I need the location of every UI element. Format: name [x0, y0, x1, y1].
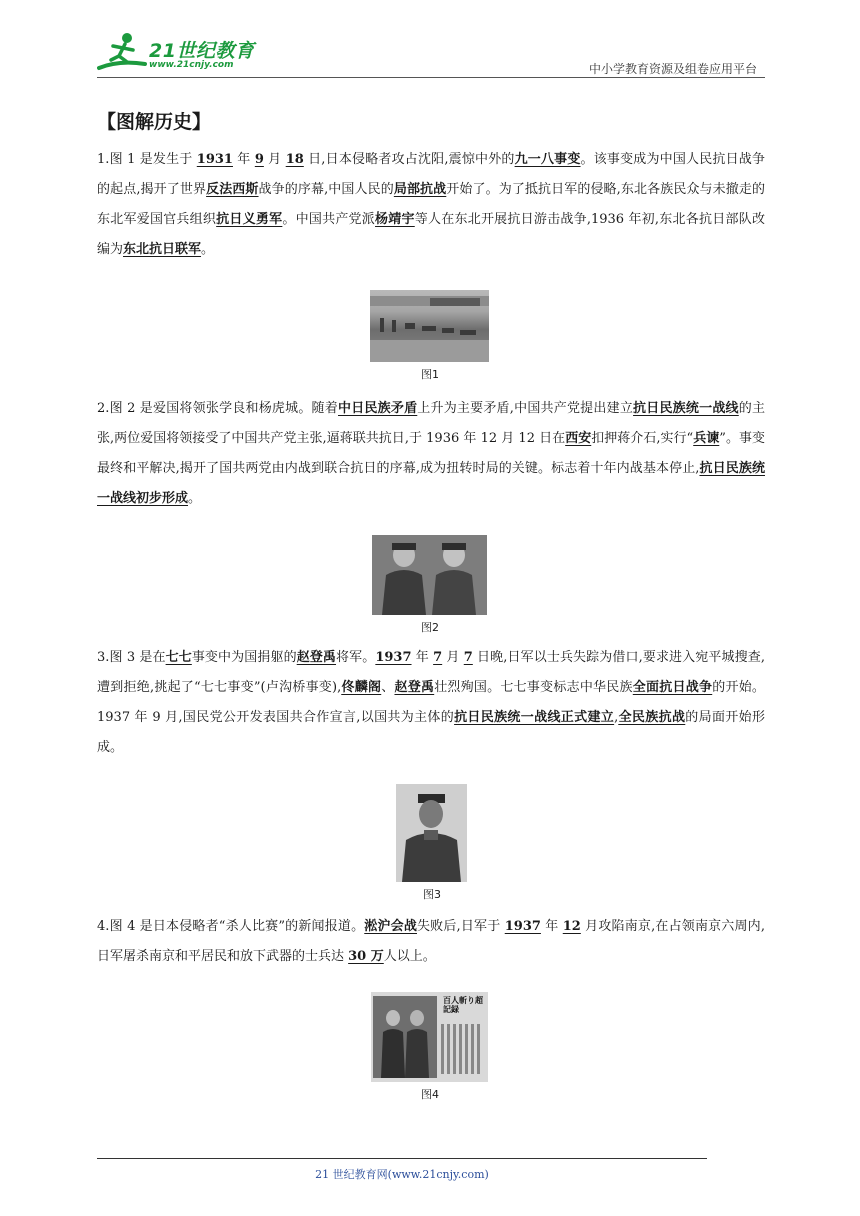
- header-platform-name: 中小学教育资源及组卷应用平台: [588, 62, 757, 76]
- figure-4: [371, 992, 489, 1102]
- page-header: [97, 30, 765, 78]
- figure-1-caption: 图1: [421, 368, 439, 381]
- runner-logo-icon: [97, 30, 149, 76]
- paragraph-2: 2.图 2 是爱国将领张学良和杨虎城。随着中日民族矛盾上升为主要矛盾,中国共产党提出建立抗日民族统一战线的主张,两位爱国将领接受了中国共产党主张,逼蒋联共抗日,于 1936 年 12 月 12 日在西安扣押蒋介石,实行“兵谏”。事变最终和平解决,揭开了国共两党由内战到联合抗日的序幕,成为扭转时局的关键。标志着十年内战基本停止,抗日民族统一战线初步形成。: [97, 401, 765, 506]
- paragraph-3: 3.图 3 是在七七事变中为国捐躯的赵登禹将军。1937 年 7 月 7 日晚,日军以士兵失踪为借口,要求进入宛平城搜查,遭到拒绝,挑起了“七七事变”(卢沟桥事变),佟麟阁、赵登禹壮烈殉国。七七事变标志中华民族全面抗日战争的开始。1937 年 9 月,国民党公开发表国共合作宣言,以国共为主体的抗日民族统一战线正式建立,全民族抗战的局面开始形成。: [97, 650, 765, 755]
- figure-1: [370, 290, 490, 382]
- figure-2-caption: 图2: [421, 621, 439, 634]
- figure-4-caption: 图4: [421, 1088, 439, 1101]
- figure-1-photo: [370, 290, 489, 362]
- logo-text: 21世纪教育: [149, 40, 255, 62]
- figure-2-photo: [372, 535, 487, 615]
- paragraph-4: 4.图 4 是日本侵略者“杀人比赛”的新闻报道。淞沪会战失败后,日军于 1937 年 12 月攻陷南京,在占领南京六周内,日军屠杀南京和平居民和放下武器的士兵达 30 万人以上。: [97, 919, 765, 964]
- figure-4-newspaper-photo: [371, 992, 488, 1082]
- header-divider: [97, 77, 765, 78]
- section-title: 【图解历史】: [97, 111, 212, 133]
- figure-3: [396, 784, 468, 902]
- figure-4-headline: 百人斬り超記録: [443, 995, 483, 1014]
- paragraph-1: 1.图 1 是发生于 1931 年 9 月 18 日,日本侵略者攻占沈阳,震惊中外的九一八事变。该事变成为中国人民抗日战争的起点,揭开了世界反法西斯战争的序幕,中国人民的局部抗战开始了。为了抵抗日军的侵略,东北各族民众与未撤走的东北军爱国官兵组织抗日义勇军。中国共产党派杨靖宇等人在东北开展抗日游击战争,1936 年初,东北各抗日部队改编为东北抗日联军。: [97, 152, 766, 257]
- logo-url: www.21cnjy.com: [149, 60, 234, 70]
- footer-divider: [97, 1158, 707, 1159]
- figure-3-caption: 图3: [423, 888, 441, 901]
- figure-2: [372, 535, 488, 633]
- footer-site-link[interactable]: 21 世纪教育网(www.21cnjy.com): [315, 1168, 489, 1181]
- figure-3-photo: [396, 784, 467, 882]
- logo: [97, 30, 267, 76]
